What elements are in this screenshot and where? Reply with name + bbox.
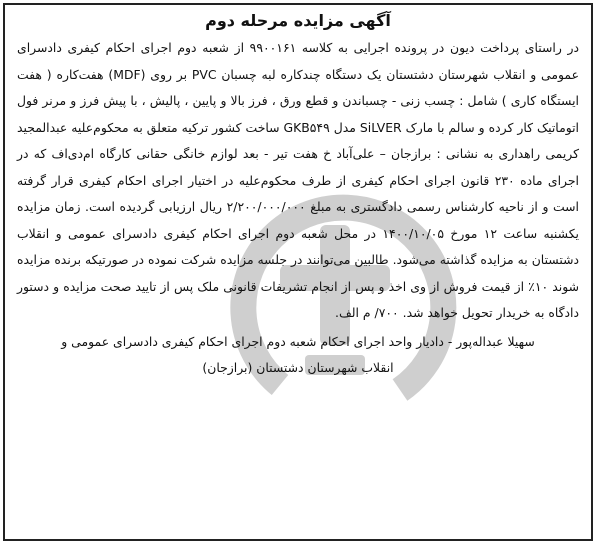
notice-title: آگهی مزایده مرحله دوم <box>205 11 391 30</box>
notice-body: در راستای پرداخت دیون در پرونده اجرایی به کلاسه ۹۹۰۰۱۶۱ از شعبه دوم اجرای احکام کیفری دادسرای عمومی و انقلاب شهرستان دشتستان یک دستگاه چندکاره لبه چسبان PVC بر روی (MDF) هفت‌کاره ( هفت ایستگاه کاری ) شامل : چسب زنی - چسباندن و قطع ورق ، فرز بالا و پایین ، پالیش ، با پیش فرز و مرنر فول اتوماتیک کار کرده و سالم با مارک SiLVER مدل GKB۵۴۹ ساخت کشور ترکیه متعلق به محکوم‌علیه عبدالمجید کریمی راهداری به نشانی : برازجان – علی‌آباد خ هفت تیر - بعد لوازم خانگی حقانی کارگاه ام‌دی‌اف که در اجرای ماده ۲۳۰ قانون اجرای احکام کیفری از طرف محکوم‌علیه در اختیار اجرای احکام کیفری قرار گرفته است و از ناحیه کارشناس رسمی دادگستری به مبلغ ۲/۲۰۰/۰۰۰/۰۰۰ ریال ارزیابی گردیده است. زمان مزایده یکشنبه ساعت ۱۲ مورخ ۱۴۰۰/۱۰/۰۵ در محل شعبه دوم اجرای احکام کیفری دادسرای عمومی و انقلاب دشتستان به مزایده گذاشته می‌شود. طالبین می‌توانند در جلسه مزایده شرکت نموده در صورتیکه برنده مزایده شوند ۱۰٪ از قیمت فروش از وی اخذ و پس از انجام تشریفات قانونی ملک پس از تایید صحت مزایده و دستور دادگاه به خریدار تحویل خواهد شد. ۷۰۰/ م الف. <box>17 40 579 320</box>
notice-content <box>5 11 591 381</box>
signature-line-2: انقلاب شهرستان دشتستان (برازجان) <box>202 359 394 375</box>
notice-signature <box>17 329 579 381</box>
notice-frame <box>3 3 593 541</box>
signature-line-1: سهیلا عبداله‌پور - دادیار واحد اجرای احکام شعبه دوم اجرای احکام کیفری دادسرای عمومی و <box>61 333 535 349</box>
